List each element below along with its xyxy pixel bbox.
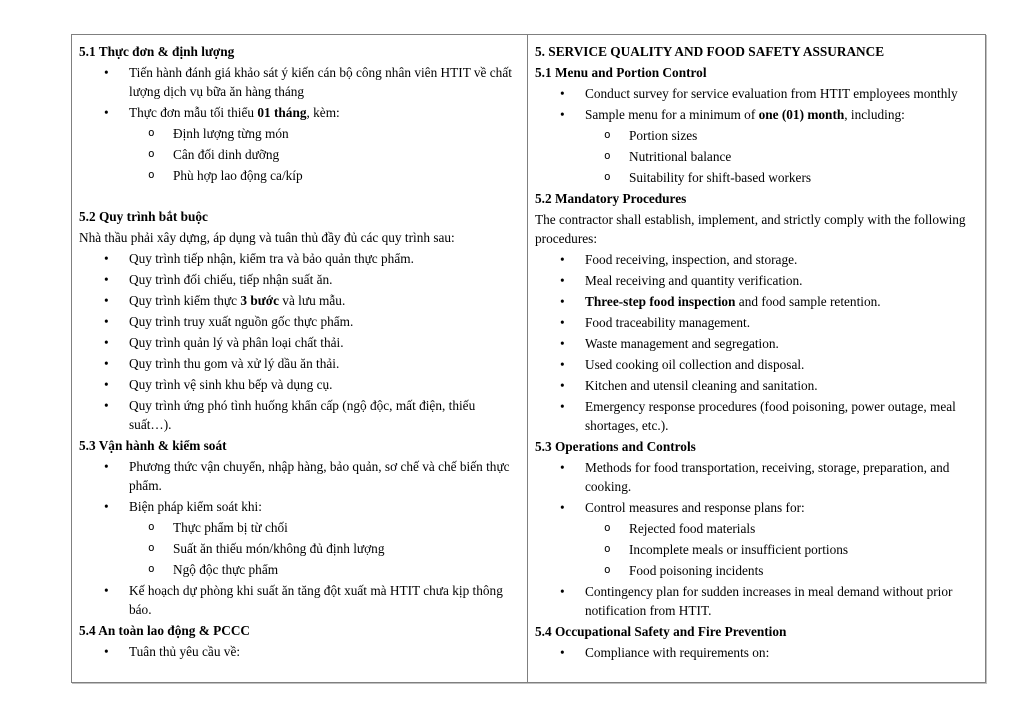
section-heading xyxy=(535,42,977,61)
section-heading xyxy=(535,63,977,82)
bullet-item xyxy=(79,581,519,619)
text-run: Nutritional balance xyxy=(629,149,732,164)
bullet-item xyxy=(79,396,519,434)
bullet-dot-icon: • xyxy=(104,356,109,371)
bullet-item xyxy=(535,271,977,290)
bullet-dot-icon: • xyxy=(104,398,109,413)
sub-bullet-item xyxy=(79,166,519,185)
bullet-item xyxy=(535,334,977,353)
text-run: Waste management and segregation. xyxy=(585,336,779,351)
text-run: Nhà thầu phải xây dựng, áp dụng và tuân thủ đầy đủ các quy trình sau: xyxy=(79,230,455,245)
paragraph xyxy=(79,228,519,247)
bullet-dot-icon: • xyxy=(560,500,565,515)
section-heading xyxy=(79,436,519,455)
sub-bullet-item xyxy=(535,561,977,580)
bullet-item xyxy=(535,643,977,662)
circle-bullet-icon: o xyxy=(148,168,155,181)
text-run: Thực phẩm bị từ chối xyxy=(173,520,288,535)
text-run: Biện pháp kiểm soát khi: xyxy=(129,499,262,514)
circle-bullet-icon: o xyxy=(148,520,155,533)
section-heading xyxy=(79,42,519,61)
circle-bullet-icon: o xyxy=(604,542,611,555)
text-run: Contingency plan for sudden increases in meal demand without prior notification from HTIT. xyxy=(585,584,953,618)
text-run: Suất ăn thiếu món/không đủ định lượng xyxy=(173,541,385,556)
bullet-item xyxy=(79,103,519,122)
sub-bullet-item xyxy=(535,126,977,145)
circle-bullet-icon: o xyxy=(604,149,611,162)
bullet-item xyxy=(535,498,977,517)
text-run: 5.1 Menu and Portion Control xyxy=(535,65,707,80)
bullet-dot-icon: • xyxy=(560,378,565,393)
sub-bullet-item xyxy=(535,540,977,559)
text-run: 01 tháng xyxy=(257,105,307,120)
text-run: Quy trình vệ sinh khu bếp và dụng cụ. xyxy=(129,377,333,392)
text-run: Food poisoning incidents xyxy=(629,563,764,578)
circle-bullet-icon: o xyxy=(604,521,611,534)
sub-bullet-item xyxy=(79,560,519,579)
text-run: Tuân thủ yêu cầu về: xyxy=(129,644,241,659)
text-run: Thực đơn mẫu tối thiểu xyxy=(129,105,258,120)
section-heading xyxy=(535,622,977,641)
sub-bullet-item xyxy=(535,168,977,187)
bullet-dot-icon: • xyxy=(104,65,109,80)
text-run: Control measures and response plans for: xyxy=(585,500,805,515)
bullet-dot-icon: • xyxy=(104,293,109,308)
sub-bullet-item xyxy=(535,147,977,166)
circle-bullet-icon: o xyxy=(148,562,155,575)
text-run: 5. SERVICE QUALITY AND FOOD SAFETY ASSURANCE xyxy=(535,44,885,59)
text-run: one (01) month xyxy=(758,107,845,122)
bullet-item xyxy=(79,249,519,268)
bullet-dot-icon: • xyxy=(104,499,109,514)
sub-bullet-item xyxy=(535,519,977,538)
bullet-item xyxy=(535,458,977,496)
bullet-dot-icon: • xyxy=(560,399,565,414)
text-run: Emergency response procedures (food poisoning, power outage, meal shortages, etc.). xyxy=(585,399,956,433)
text-run: and food sample retention. xyxy=(735,294,881,309)
bullet-dot-icon: • xyxy=(560,252,565,267)
bullet-item xyxy=(79,497,519,516)
text-run: Food traceability management. xyxy=(585,315,751,330)
sub-bullet-item xyxy=(79,124,519,143)
text-run: 5.3 Vận hành & kiểm soát xyxy=(79,438,227,453)
bullet-dot-icon: • xyxy=(104,105,109,120)
text-run: 3 bước xyxy=(240,293,279,308)
circle-bullet-icon: o xyxy=(148,126,155,139)
blank-line xyxy=(79,187,519,207)
text-run: Quy trình truy xuất nguồn gốc thực phẩm. xyxy=(129,314,354,329)
text-run: Cân đối dinh dưỡng xyxy=(173,147,280,162)
text-run: Quy trình tiếp nhận, kiểm tra và bảo quản thực phẩm. xyxy=(129,251,414,266)
text-run: 5.2 Mandatory Procedures xyxy=(535,191,687,206)
bullet-dot-icon: • xyxy=(560,107,565,122)
bullet-dot-icon: • xyxy=(560,645,565,660)
paragraph xyxy=(535,210,977,248)
text-run: Meal receiving and quantity verification. xyxy=(585,273,803,288)
bullet-dot-icon: • xyxy=(560,336,565,351)
text-run: 5.4 An toàn lao động & PCCC xyxy=(79,623,251,638)
bullet-dot-icon: • xyxy=(560,357,565,372)
text-run: Định lượng từng món xyxy=(173,126,289,141)
text-run: Methods for food transportation, receiving, storage, preparation, and cooking. xyxy=(585,460,950,494)
text-run: 5.3 Operations and Controls xyxy=(535,439,696,454)
sub-bullet-item xyxy=(79,145,519,164)
text-run: Kitchen and utensil cleaning and sanitation. xyxy=(585,378,818,393)
section-heading xyxy=(79,207,519,226)
text-run: 5.4 Occupational Safety and Fire Prevention xyxy=(535,624,787,639)
circle-bullet-icon: o xyxy=(148,541,155,554)
bullet-item xyxy=(79,457,519,495)
bullet-dot-icon: • xyxy=(560,315,565,330)
bilingual-table xyxy=(71,34,986,683)
text-run: , kèm: xyxy=(306,105,340,120)
sub-bullet-item xyxy=(79,518,519,537)
bullet-dot-icon: • xyxy=(104,272,109,287)
bullet-dot-icon: • xyxy=(104,459,109,474)
text-run: Conduct survey for service evaluation from HTIT employees monthly xyxy=(585,86,958,101)
text-run: Compliance with requirements on: xyxy=(585,645,770,660)
bullet-dot-icon: • xyxy=(104,644,109,659)
text-run: và lưu mẫu. xyxy=(278,293,346,308)
text-run: Quy trình thu gom và xử lý dầu ăn thải. xyxy=(129,356,340,371)
text-run: Phương thức vận chuyển, nhập hàng, bảo quản, sơ chế và chế biến thực phẩm. xyxy=(129,459,510,493)
circle-bullet-icon: o xyxy=(604,170,611,183)
text-run: 5.2 Quy trình bắt buộc xyxy=(79,209,208,224)
bullet-dot-icon: • xyxy=(560,460,565,475)
bullet-dot-icon: • xyxy=(104,335,109,350)
text-run: Quy trình quản lý và phân loại chất thải. xyxy=(129,335,344,350)
bullet-item xyxy=(79,63,519,101)
bullet-dot-icon: • xyxy=(560,294,565,309)
bullet-item xyxy=(535,355,977,374)
bullet-item xyxy=(79,375,519,394)
text-run: Quy trình ứng phó tình huống khẩn cấp (ngộ độc, mất điện, thiếu suất…). xyxy=(129,398,476,432)
bullet-item xyxy=(79,333,519,352)
bullet-item xyxy=(535,376,977,395)
bullet-item xyxy=(79,270,519,289)
text-run: Sample menu for a minimum of xyxy=(585,107,759,122)
bullet-dot-icon: • xyxy=(560,273,565,288)
bullet-item xyxy=(79,642,519,661)
text-run: Kế hoạch dự phòng khi suất ăn tăng đột xuất mà HTIT chưa kịp thông báo. xyxy=(129,583,503,617)
bullet-dot-icon: • xyxy=(104,377,109,392)
bullet-item xyxy=(535,84,977,103)
circle-bullet-icon: o xyxy=(148,147,155,160)
bullet-item xyxy=(535,582,977,620)
text-run: Phù hợp lao động ca/kíp xyxy=(173,168,303,183)
text-run: Tiến hành đánh giá khảo sát ý kiến cán bộ công nhân viên HTIT về chất lượng dịch vụ bữa ăn hàng tháng xyxy=(129,65,512,99)
text-run: Ngộ độc thực phẩm xyxy=(173,562,279,577)
bullet-dot-icon: • xyxy=(560,584,565,599)
text-run: , including: xyxy=(844,107,905,122)
bullet-dot-icon: • xyxy=(560,86,565,101)
bullet-item xyxy=(79,354,519,373)
text-run: Quy trình đối chiếu, tiếp nhận suất ăn. xyxy=(129,272,333,287)
section-heading xyxy=(535,189,977,208)
sub-bullet-item xyxy=(79,539,519,558)
bullet-item xyxy=(535,250,977,269)
text-run: Three-step food inspection xyxy=(585,294,736,309)
text-run: Used cooking oil collection and disposal. xyxy=(585,357,805,372)
bullet-dot-icon: • xyxy=(104,251,109,266)
text-run: Incomplete meals or insufficient portions xyxy=(629,542,849,557)
text-run: The contractor shall establish, implement, and strictly comply with the following procedures: xyxy=(535,212,966,246)
text-run: Quy trình kiểm thực xyxy=(129,293,241,308)
bullet-item xyxy=(79,291,519,310)
text-run: Food receiving, inspection, and storage. xyxy=(585,252,798,267)
bullet-item xyxy=(535,105,977,124)
text-run: Suitability for shift-based workers xyxy=(629,170,812,185)
circle-bullet-icon: o xyxy=(604,128,611,141)
bullet-dot-icon: • xyxy=(104,583,109,598)
bullet-item xyxy=(535,397,977,435)
section-heading xyxy=(79,621,519,640)
circle-bullet-icon: o xyxy=(604,563,611,576)
text-run: Rejected food materials xyxy=(629,521,756,536)
bullet-dot-icon: • xyxy=(104,314,109,329)
bullet-item xyxy=(535,292,977,311)
section-heading xyxy=(535,437,977,456)
table-cell-vietnamese xyxy=(72,35,528,682)
bullet-item xyxy=(535,313,977,332)
text-run: Portion sizes xyxy=(629,128,698,143)
bullet-item xyxy=(79,312,519,331)
text-run: 5.1 Thực đơn & định lượng xyxy=(79,44,235,59)
table-cell-english xyxy=(528,35,985,682)
